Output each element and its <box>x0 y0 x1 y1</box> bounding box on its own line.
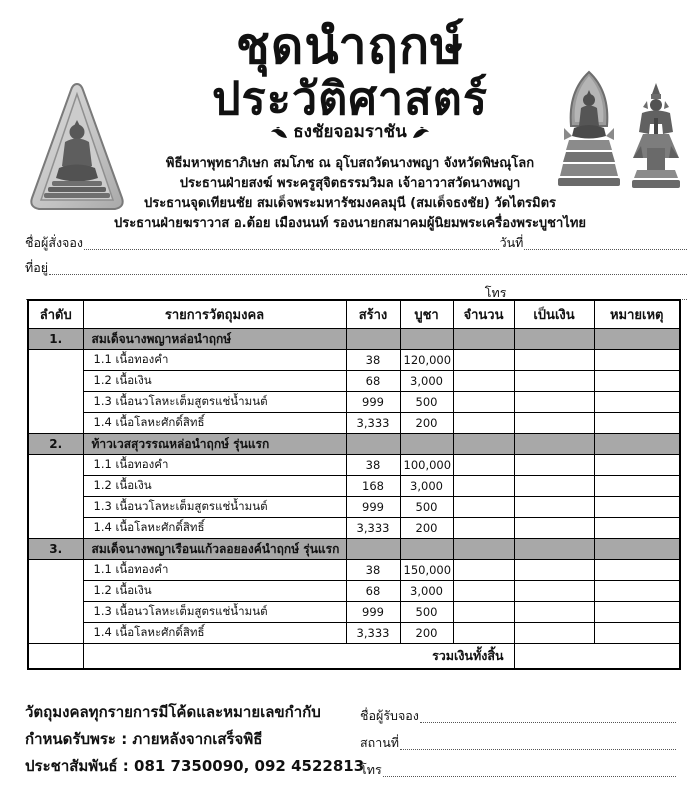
price: 3,000 <box>400 371 453 392</box>
made-qty: 999 <box>346 497 400 518</box>
receiver-phone-label: โทร <box>360 762 382 777</box>
item-label: 1.1 เนื้อทองคำ <box>83 455 346 476</box>
footer-receiver-fields <box>360 700 677 781</box>
item-label: 1.3 เนื้อนวโลหะเต็มสูตรแช่น้ำมนต์ <box>83 602 346 623</box>
receiver-phone-row <box>360 754 677 781</box>
made-qty: 999 <box>346 602 400 623</box>
table-row <box>28 371 680 392</box>
phone-label: โทร <box>484 285 507 300</box>
price: 200 <box>400 413 453 434</box>
made-qty: 3,333 <box>346 413 400 434</box>
intro-line: ประธานฝ่ายสงฆ์ พระครูสุจิตธรรมวิมล เจ้าอาวาสวัดนางพญา <box>179 176 521 191</box>
made-qty: 38 <box>346 560 400 581</box>
title-line2: ประวัติศาสตร์ <box>211 71 489 125</box>
price: 120,000 <box>400 350 453 371</box>
receiver-phone-line <box>383 775 676 777</box>
table-row <box>28 560 680 581</box>
thao-wessuwan-photo <box>627 82 685 194</box>
made-qty: 68 <box>346 371 400 392</box>
price: 100,000 <box>400 455 453 476</box>
section-row <box>28 539 680 560</box>
table-row <box>28 623 680 644</box>
item-label: 1.3 เนื้อนวโลหะเต็มสูตรแช่น้ำมนต์ <box>83 392 346 413</box>
price: 150,000 <box>400 560 453 581</box>
col-header-index: ลำดับ <box>28 300 83 329</box>
made-qty: 68 <box>346 581 400 602</box>
col-header-price: บูชา <box>400 300 453 329</box>
chinnarat-buddha-photo <box>556 70 622 194</box>
table-row <box>28 455 680 476</box>
order-form-fields <box>25 229 688 304</box>
col-header-note: หมายเหตุ <box>594 300 680 329</box>
table-row <box>28 581 680 602</box>
flourish-right-icon <box>412 126 430 140</box>
col-header-qty: จำนวน <box>453 300 514 329</box>
section-no: 2. <box>28 434 83 455</box>
section-title: สมเด็จนางพญาหล่อนำฤกษ์ <box>83 329 346 350</box>
item-label: 1.4 เนื้อโลหะศักดิ์สิทธิ์ <box>83 623 346 644</box>
flourish-left-icon <box>270 126 288 140</box>
price: 3,000 <box>400 581 453 602</box>
price: 500 <box>400 392 453 413</box>
item-label: 1.2 เนื้อเงิน <box>83 581 346 602</box>
section-row <box>28 434 680 455</box>
made-qty: 3,333 <box>346 518 400 539</box>
total-row <box>28 644 680 670</box>
table-row <box>28 392 680 413</box>
footer-note-line: ประชาสัมพันธ์ : 081 7350090, 092 4522813 <box>25 757 365 775</box>
table-row <box>28 518 680 539</box>
orderer-name-line <box>84 248 499 250</box>
receiver-name-row <box>360 700 677 727</box>
address-line <box>49 273 687 275</box>
footer-note-line: วัตถุมงคลทุกรายการมีโค้ดและหมายเลขกำกับ <box>25 703 321 721</box>
orderer-name-label: ชื่อผู้สั่งจอง <box>25 235 83 250</box>
item-label: 1.1 เนื้อทองคำ <box>83 350 346 371</box>
table-header-row <box>28 300 680 329</box>
place-row <box>360 727 677 754</box>
price: 200 <box>400 518 453 539</box>
date-label: วันที่ <box>499 235 524 250</box>
date-line <box>524 248 687 250</box>
col-header-made: สร้าง <box>346 300 400 329</box>
price: 500 <box>400 497 453 518</box>
table-row <box>28 350 680 371</box>
item-label: 1.2 เนื้อเงิน <box>83 371 346 392</box>
receiver-name-label: ชื่อผู้รับจอง <box>360 708 419 723</box>
intro-line: ประธานจุดเทียนชัย สมเด็จพระมหารัชมงคลมุนี (สมเด็จธงชัย) วัดไตรมิตร <box>143 196 557 211</box>
item-label: 1.4 เนื้อโลหะศักดิ์สิทธิ์ <box>83 413 346 434</box>
ceremony-description <box>90 154 610 234</box>
price: 500 <box>400 602 453 623</box>
col-header-amount: เป็นเงิน <box>514 300 594 329</box>
place-line <box>400 748 676 750</box>
title-line1: ชุดนำฤกษ์ <box>235 17 465 75</box>
item-label: 1.4 เนื้อโลหะศักดิ์สิทธิ์ <box>83 518 346 539</box>
orderer-name-row <box>25 229 688 254</box>
footer-notes <box>25 699 365 780</box>
section-no: 1. <box>28 329 83 350</box>
made-qty: 3,333 <box>346 623 400 644</box>
address-label: ที่อยู่ <box>25 260 49 275</box>
order-table <box>27 299 681 670</box>
item-label: 1.1 เนื้อทองคำ <box>83 560 346 581</box>
made-qty: 999 <box>346 392 400 413</box>
made-qty: 38 <box>346 350 400 371</box>
intro-line: ประธานฝ่ายฆราวาส อ.ต้อย เมืองนนท์ รองนายกสมาคมผู้นิยมพระเครื่องพระบูชาไทย <box>113 216 587 231</box>
place-label: สถานที่ <box>360 735 400 750</box>
section-title: สมเด็จนางพญาเรือนแก้วลอยองค์นำฤกษ์ รุ่นแรก <box>83 539 346 560</box>
price: 3,000 <box>400 476 453 497</box>
section-no: 3. <box>28 539 83 560</box>
col-header-item: รายการวัตถุมงคล <box>83 300 346 329</box>
price: 200 <box>400 623 453 644</box>
total-label: รวมเงินทั้งสิ้น <box>83 644 514 670</box>
table-row <box>28 497 680 518</box>
nang-phaya-amulet-photo <box>26 80 128 224</box>
section-title: ท้าวเวสสุวรรณหล่อนำฤกษ์ รุ่นแรก <box>83 434 346 455</box>
footer-note-line: กำหนดรับพระ : ภายหลังจากเสร็จพิธี <box>25 730 263 748</box>
table-row <box>28 413 680 434</box>
total-amount-cell <box>514 644 680 670</box>
item-label: 1.2 เนื้อเงิน <box>83 476 346 497</box>
made-qty: 168 <box>346 476 400 497</box>
table-row <box>28 476 680 497</box>
subtitle-text: ธงชัยจอมราชัน <box>293 121 407 142</box>
address-row <box>25 254 688 279</box>
item-label: 1.3 เนื้อนวโลหะเต็มสูตรแช่น้ำมนต์ <box>83 497 346 518</box>
right-photos <box>556 70 685 194</box>
section-row <box>28 329 680 350</box>
table-row <box>28 602 680 623</box>
receiver-name-line <box>420 721 676 723</box>
made-qty: 38 <box>346 455 400 476</box>
intro-line: พิธีมหาพุทธาภิเษก สมโภช ณ อุโบสถวัดนางพญา จังหวัดพิษณุโลก <box>165 156 535 171</box>
